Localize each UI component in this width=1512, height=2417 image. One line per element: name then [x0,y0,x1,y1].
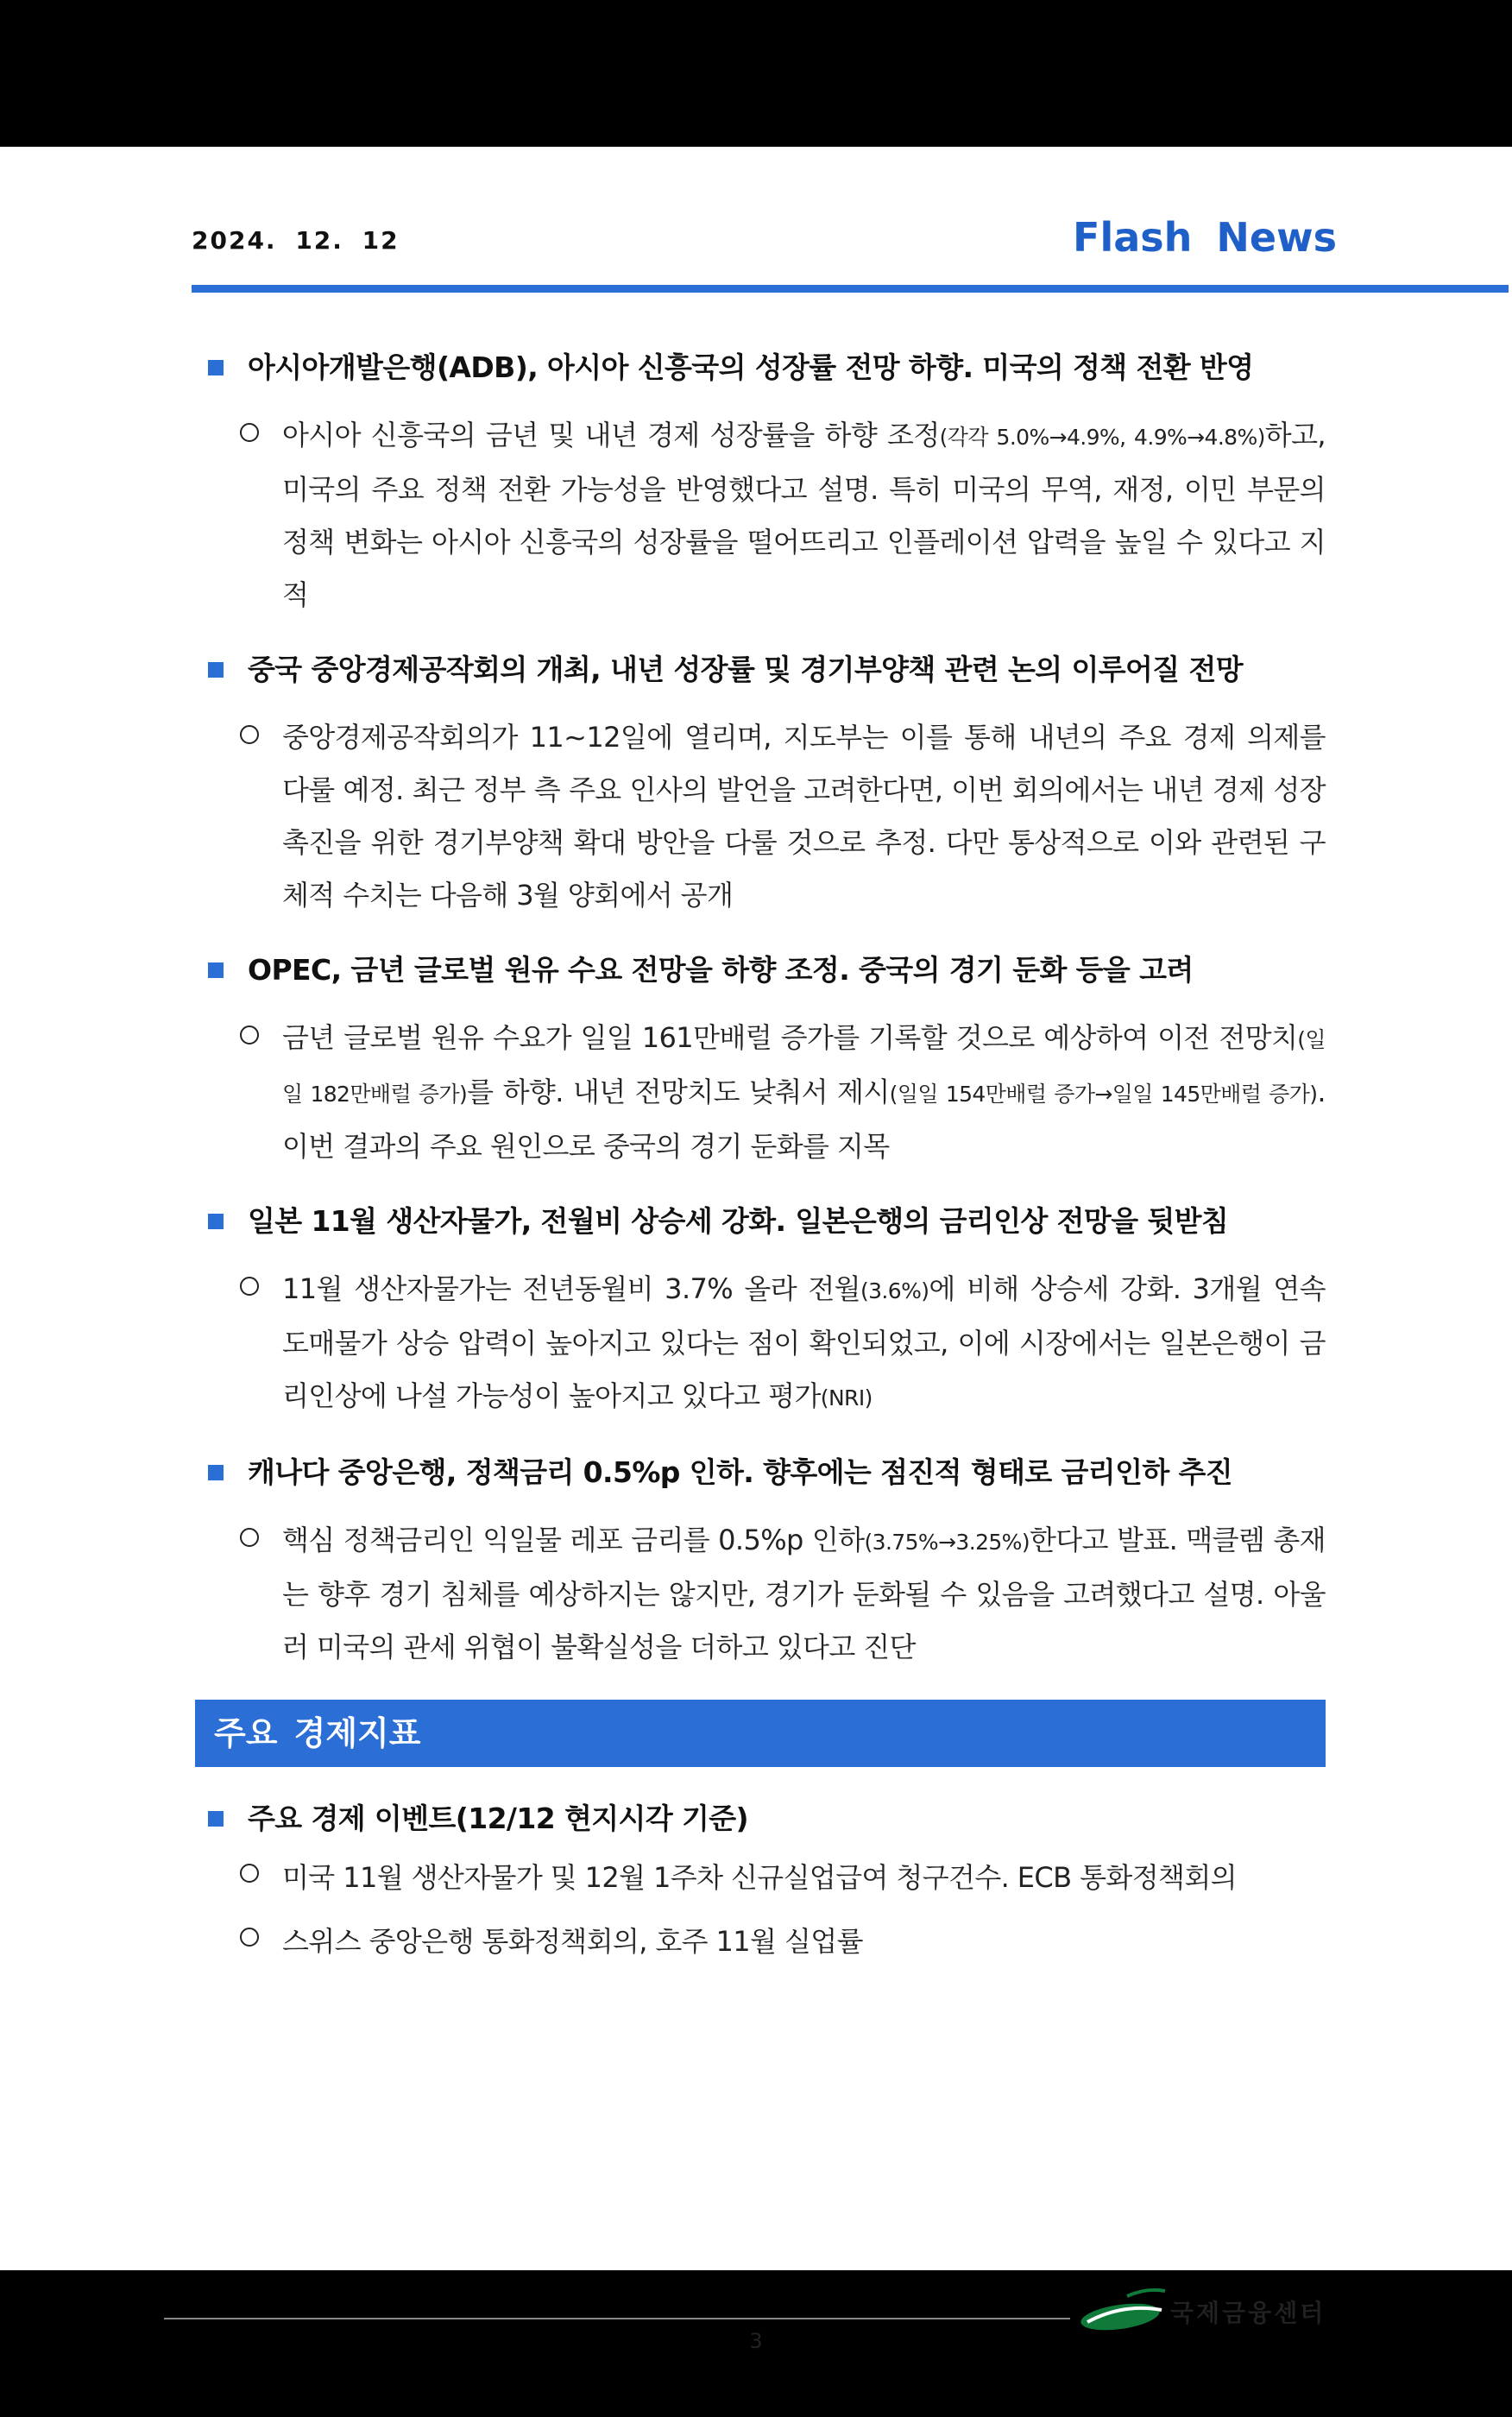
header-rule [192,285,1509,293]
news-section [195,345,1326,622]
event-item [195,1914,1326,1969]
document-page [0,147,1512,2353]
circle-bullet-icon [240,1277,259,1296]
body-text: 핵심 정책금리인 익일물 레포 금리를 0.5%p 인하 [282,1524,865,1556]
section-heading [195,948,1326,993]
body-text: 아시아 신흥국의 금년 및 내년 경제 성장률을 하향 조정 [282,419,940,451]
report-date: 2024. 12. 12 [192,226,400,255]
section-title: 중국 중앙경제공작회의 개최, 내년 성장률 및 경기부양책 관련 논의 이루어질 전망 [248,653,1243,686]
body-note: (3.6%) [860,1278,929,1303]
page-header [0,147,1512,293]
section-title: 일본 11월 생산자물가, 전월비 상승세 강화. 일본은행의 금리인상 전망을 뒷받침 [248,1204,1229,1238]
section-title: 캐나다 중앙은행, 정책금리 0.5%p 인하. 향후에는 점진적 형태로 금리인하 추진 [248,1455,1233,1489]
body-note: (각각 5.0%→4.9%, 4.9%→4.8%) [939,425,1265,450]
circle-bullet-icon [240,1528,259,1547]
square-bullet-icon [208,360,224,375]
section-body [195,711,1326,922]
body-text: 에 비해 상승세 강화. 3개월 연속 도매물가 상승 압력이 높아지고 있다는 점이 확인되었고, 이에 시장에서는 일본은행이 금리인상에 나설 가능성이 높아지고 있다고 평가 [282,1272,1326,1412]
circle-bullet-icon [240,725,259,744]
events-section [195,1796,1326,1969]
event-text: 스위스 중앙은행 통화정책회의, 호주 11월 실업률 [282,1925,863,1958]
body-note: (3.75%→3.25%) [864,1530,1030,1555]
section-heading [195,345,1326,390]
body-note: (일일 182만배럴 증가) [282,1027,1326,1107]
section-heading [195,1450,1326,1495]
footer-rule [164,2318,1070,2319]
event-text: 미국 11월 생산자물가 및 12월 1주차 신규실업급여 청구건수. ECB 통화정책회의 [282,1861,1237,1894]
news-section [195,1199,1326,1424]
kcif-logo-text: 국제금융센터 [1170,2299,1326,2327]
body-text: . 이번 결과의 주요 원인으로 중국의 경기 둔화를 지목 [282,1076,1326,1163]
body-note: (NRI) [820,1385,873,1410]
events-heading [195,1796,1326,1841]
circle-bullet-icon [240,423,259,442]
square-bullet-icon [208,1465,224,1480]
news-sections [195,345,1326,1674]
section-body [195,1263,1326,1424]
section-title: 아시아개발은행(ADB), 아시아 신흥국의 성장률 전망 하향. 미국의 정책 전환 반영 [248,350,1254,384]
body-text: 를 하향. 내년 전망치도 낮춰서 제시 [467,1076,890,1108]
square-bullet-icon [208,962,224,978]
section-title: OPEC, 금년 글로벌 원유 수요 전망을 하향 조정. 중국의 경기 둔화 등을 고려 [248,953,1194,987]
section-heading [195,1199,1326,1244]
square-bullet-icon [208,1214,224,1229]
news-section [195,647,1326,922]
body-note: (일일 154만배럴 증가→일일 145만배럴 증가) [889,1082,1318,1107]
section-body [195,1012,1326,1173]
section-body [195,409,1326,622]
events-title: 주요 경제 이벤트(12/12 현지시각 기준) [248,1802,749,1835]
news-section [195,1450,1326,1674]
body-text: 중앙경제공작회의가 11~12일에 열리며, 지도부는 이를 통해 내년의 주요 경제 의제를 다룰 예정. 최근 정부 측 주요 인사의 발언을 고려한다면, 이번 회의에서는 내년 경제 성장 촉진을 위한 경기부양책 확대 방안을 다룰 것으로 추정. 다만 통상적으로 이와 관련된 구체적 수치는 다음해 3월 양회에서 공개 [282,721,1326,912]
square-bullet-icon [208,662,224,678]
body-text: 11월 생산자물가는 전년동월비 3.7% 올라 전월 [282,1272,860,1305]
kcif-logo-icon [1075,2284,1179,2336]
body-text: 금년 글로벌 원유 수요가 일일 161만배럴 증가를 기록할 것으로 예상하여 이전 전망치 [282,1021,1298,1054]
event-item [195,1850,1326,1905]
body-text: 하고, 미국의 주요 정책 전환 가능성을 반영했다고 설명. 특히 미국의 무역, 재정, 이민 부문의 정책 변화는 아시아 신흥국의 성장률을 떨어뜨리고 인플레이션 압력을 높일 수 있다고 지적 [282,419,1326,611]
section-heading [195,647,1326,692]
body-text: 한다고 발표. 맥클렘 총재는 향후 경기 침체를 예상하지는 않지만, 경기가 둔화될 수 있음을 고려했다고 설명. 아울러 미국의 관세 위협이 불확실성을 더하고 있다고 진단 [282,1524,1326,1663]
circle-bullet-icon [240,1025,259,1044]
page-number: 3 [749,2329,763,2353]
report-brand: Flash News [1073,214,1337,261]
news-section [195,948,1326,1173]
section-body [195,1514,1326,1674]
circle-bullet-icon [240,1864,259,1883]
circle-bullet-icon [240,1928,259,1947]
square-bullet-icon [208,1811,224,1827]
indicators-banner: 주요 경제지표 [195,1700,1326,1767]
page-content [195,345,1326,1969]
